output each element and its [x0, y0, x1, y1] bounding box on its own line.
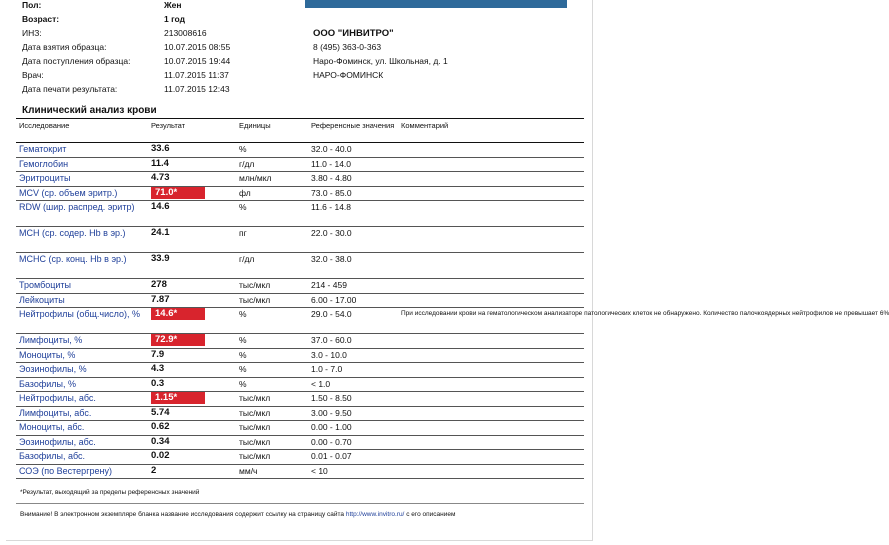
- result-value: 4.73: [151, 172, 170, 183]
- test-name: MCV (ср. объем эритр.): [16, 186, 148, 201]
- table-row: [16, 279, 584, 294]
- notice-suffix: с его описанием: [406, 511, 456, 518]
- test-name: Моноциты, абс.: [16, 421, 148, 436]
- test-name: Лейкоциты: [16, 293, 148, 308]
- result-value: 2: [151, 464, 157, 476]
- reference-range: 1.0 - 7.0: [308, 363, 398, 378]
- reference-range: 6.00 - 17.00: [308, 293, 398, 308]
- invitro-link[interactable]: http://www.invitro.ru/: [345, 511, 405, 518]
- comment: [398, 363, 584, 378]
- test-name: Моноциты, %: [16, 348, 148, 363]
- result-value: 7.9: [151, 348, 165, 360]
- comment: [398, 421, 584, 436]
- result-value: 0.34: [151, 435, 170, 447]
- reference-range: 37.0 - 60.0: [308, 334, 398, 349]
- sample-taken-value: 10.07.2015 08:55: [164, 42, 231, 52]
- units: млн/мкл: [236, 172, 308, 187]
- result-cell: [148, 308, 236, 334]
- col-comment-header: Комментарий: [398, 119, 584, 143]
- sample-taken-label: Дата взятия образца:: [22, 42, 107, 52]
- result-cell: [148, 421, 236, 436]
- lab-phone: 8 (495) 363-0-363: [313, 42, 382, 52]
- comment: [398, 377, 584, 392]
- notice-text: Внимание! В электронном экземпляре бланка название исследования содержит ссылку на страницу сайта: [20, 511, 345, 518]
- comment: [398, 406, 584, 421]
- comment: [398, 334, 584, 349]
- units: %: [236, 143, 308, 158]
- reference-range: < 1.0: [308, 377, 398, 392]
- result-cell: [148, 143, 236, 158]
- test-name: Эозинофилы, %: [16, 363, 148, 378]
- table-row: [16, 363, 584, 378]
- reference-range: 22.0 - 30.0: [308, 227, 398, 253]
- comment: [398, 293, 584, 308]
- comment: При исследовании крови на гематологическом анализаторе патологических клеток не обнаружено. Количество палочкоядерных нейтрофилов не превышает 6%: [398, 308, 584, 334]
- comment: [398, 392, 584, 407]
- comment: [398, 348, 584, 363]
- reference-range: 29.0 - 54.0: [308, 308, 398, 334]
- test-name: MCH (ср. содер. Hb в эр.): [16, 227, 148, 253]
- test-name: Тромбоциты: [16, 279, 148, 294]
- result-cell: [148, 377, 236, 392]
- result-value: 33.6: [151, 143, 170, 154]
- result-cell: [148, 253, 236, 279]
- table-row: [16, 172, 584, 187]
- test-name: Гемоглобин: [16, 157, 148, 172]
- result-cell: [148, 172, 236, 187]
- col-test-header: Исследование: [16, 119, 148, 143]
- table-row: [16, 435, 584, 450]
- reference-range: 11.0 - 14.0: [308, 157, 398, 172]
- reference-range: 0.01 - 0.07: [308, 450, 398, 465]
- result-value: 4.3: [151, 363, 165, 374]
- bottom-divider: [16, 503, 584, 504]
- inz-label: ИНЗ:: [22, 28, 42, 38]
- sex-label: Пол:: [22, 0, 42, 10]
- table-row: [16, 392, 584, 407]
- units: %: [236, 308, 308, 334]
- result-cell: [148, 464, 236, 479]
- units: тыс/мкл: [236, 435, 308, 450]
- notice: [20, 511, 455, 518]
- table-row: [16, 348, 584, 363]
- lab-city: НАРО-ФОМИНСК: [313, 70, 384, 80]
- result-cell: [148, 201, 236, 227]
- result-cell: [148, 392, 236, 407]
- result-cell: [148, 279, 236, 294]
- comment: [398, 201, 584, 227]
- table-row: [16, 157, 584, 172]
- results-table: [16, 118, 889, 479]
- comment: [398, 450, 584, 465]
- units: г/дл: [236, 157, 308, 172]
- print-date-label: Дата печати результата:: [22, 84, 118, 94]
- result-value: 5.74: [151, 406, 170, 418]
- section-title: Клинический анализ крови: [22, 105, 157, 116]
- table-row: [16, 201, 584, 227]
- result-value: 24.1: [151, 227, 170, 238]
- col-result-header: Результат: [148, 119, 236, 143]
- sex-value: Жен: [164, 0, 182, 10]
- result-cell: [148, 186, 236, 201]
- table-row: [16, 464, 584, 479]
- units: %: [236, 334, 308, 349]
- result-cell: [148, 227, 236, 253]
- result-value: 0.02: [151, 450, 170, 461]
- flagged-result: 1.15*: [151, 392, 205, 404]
- units: тыс/мкл: [236, 279, 308, 294]
- units: мм/ч: [236, 464, 308, 479]
- result-cell: [148, 334, 236, 349]
- reference-range: 11.6 - 14.8: [308, 201, 398, 227]
- result-value: 0.3: [151, 377, 165, 389]
- result-value: 14.6: [151, 201, 170, 212]
- comment: [398, 157, 584, 172]
- test-name: Лимфоциты, %: [16, 334, 148, 349]
- reference-range: 214 - 459: [308, 279, 398, 294]
- sample-received-label: Дата поступления образца:: [22, 56, 131, 66]
- units: %: [236, 363, 308, 378]
- comment: [398, 143, 584, 158]
- result-cell: [148, 348, 236, 363]
- flagged-result: 14.6*: [151, 308, 205, 320]
- result-value: 7.87: [151, 293, 170, 305]
- table-row: [16, 253, 584, 279]
- units: %: [236, 377, 308, 392]
- result-value: 0.62: [151, 421, 170, 432]
- result-value: 11.4: [151, 157, 169, 169]
- table-header: [16, 119, 584, 143]
- units: %: [236, 348, 308, 363]
- units: тыс/мкл: [236, 406, 308, 421]
- test-name: Эозинофилы, абс.: [16, 435, 148, 450]
- table-row: [16, 293, 584, 308]
- invitro-logo-band: [305, 0, 567, 8]
- test-name: Нейтрофилы (общ.число), %: [16, 308, 148, 334]
- units: тыс/мкл: [236, 421, 308, 436]
- test-name: Нейтрофилы, абс.: [16, 392, 148, 407]
- reference-range: 32.0 - 40.0: [308, 143, 398, 158]
- footnote: *Результат, выходящий за пределы референсных значений: [20, 489, 200, 496]
- reference-range: 3.0 - 10.0: [308, 348, 398, 363]
- lab-name: ООО "ИНВИТРО": [313, 28, 394, 39]
- table-row: [16, 406, 584, 421]
- reference-range: 3.00 - 9.50: [308, 406, 398, 421]
- test-name: MCHC (ср. конц. Hb в эр.): [16, 253, 148, 279]
- comment: [398, 227, 584, 253]
- units: %: [236, 201, 308, 227]
- col-units-header: Единицы: [236, 119, 308, 143]
- comment: [398, 253, 584, 279]
- result-cell: [148, 450, 236, 465]
- result-cell: [148, 363, 236, 378]
- table-row: [16, 421, 584, 436]
- table-row: [16, 450, 584, 465]
- reference-range: 0.00 - 1.00: [308, 421, 398, 436]
- doctor-value: 11.07.2015 11:37: [164, 70, 229, 80]
- table-row: [16, 227, 584, 253]
- col-reference-header: Референсные значения: [308, 119, 398, 143]
- reference-range: 3.80 - 4.80: [308, 172, 398, 187]
- result-value: 33.9: [151, 253, 170, 264]
- age-value: 1 год: [164, 14, 185, 24]
- reference-range: 1.50 - 8.50: [308, 392, 398, 407]
- test-name: Базофилы, %: [16, 377, 148, 392]
- reference-range: 32.0 - 38.0: [308, 253, 398, 279]
- age-label: Возраст:: [22, 14, 60, 24]
- sample-received-value: 10.07.2015 19:44: [164, 56, 231, 66]
- test-name: RDW (шир. распред. эритр): [16, 201, 148, 227]
- flagged-result: 72.9*: [151, 334, 205, 346]
- test-name: Базофилы, абс.: [16, 450, 148, 465]
- comment: [398, 172, 584, 187]
- result-cell: [148, 157, 236, 172]
- comment: [398, 435, 584, 450]
- lab-address: Наро-Фоминск, ул. Школьная, д. 1: [313, 56, 448, 66]
- reference-range: < 10: [308, 464, 398, 479]
- result-cell: [148, 293, 236, 308]
- comment: [398, 279, 584, 294]
- units: пг: [236, 227, 308, 253]
- result-value: 278: [151, 279, 167, 290]
- units: тыс/мкл: [236, 293, 308, 308]
- flagged-result: 71.0*: [151, 187, 205, 199]
- units: тыс/мкл: [236, 392, 308, 407]
- table-row: [16, 334, 584, 349]
- comment: [398, 186, 584, 201]
- lab-info: [313, 28, 448, 84]
- table-row: [16, 143, 584, 158]
- units: тыс/мкл: [236, 450, 308, 465]
- test-name: Гематокрит: [16, 143, 148, 158]
- table-row: [16, 308, 584, 334]
- reference-range: 0.00 - 0.70: [308, 435, 398, 450]
- comment: [398, 464, 584, 479]
- units: г/дл: [236, 253, 308, 279]
- units: фл: [236, 186, 308, 201]
- reference-range: 73.0 - 85.0: [308, 186, 398, 201]
- test-name: Эритроциты: [16, 172, 148, 187]
- doctor-label: Врач:: [22, 70, 44, 80]
- result-cell: [148, 406, 236, 421]
- result-cell: [148, 435, 236, 450]
- table-row: [16, 186, 584, 201]
- test-name: СОЭ (по Вестергрену): [16, 464, 148, 479]
- test-name: Лимфоциты, абс.: [16, 406, 148, 421]
- print-date-value: 11.07.2015 12:43: [164, 84, 230, 94]
- table-row: [16, 377, 584, 392]
- inz-value: 213008616: [164, 28, 207, 38]
